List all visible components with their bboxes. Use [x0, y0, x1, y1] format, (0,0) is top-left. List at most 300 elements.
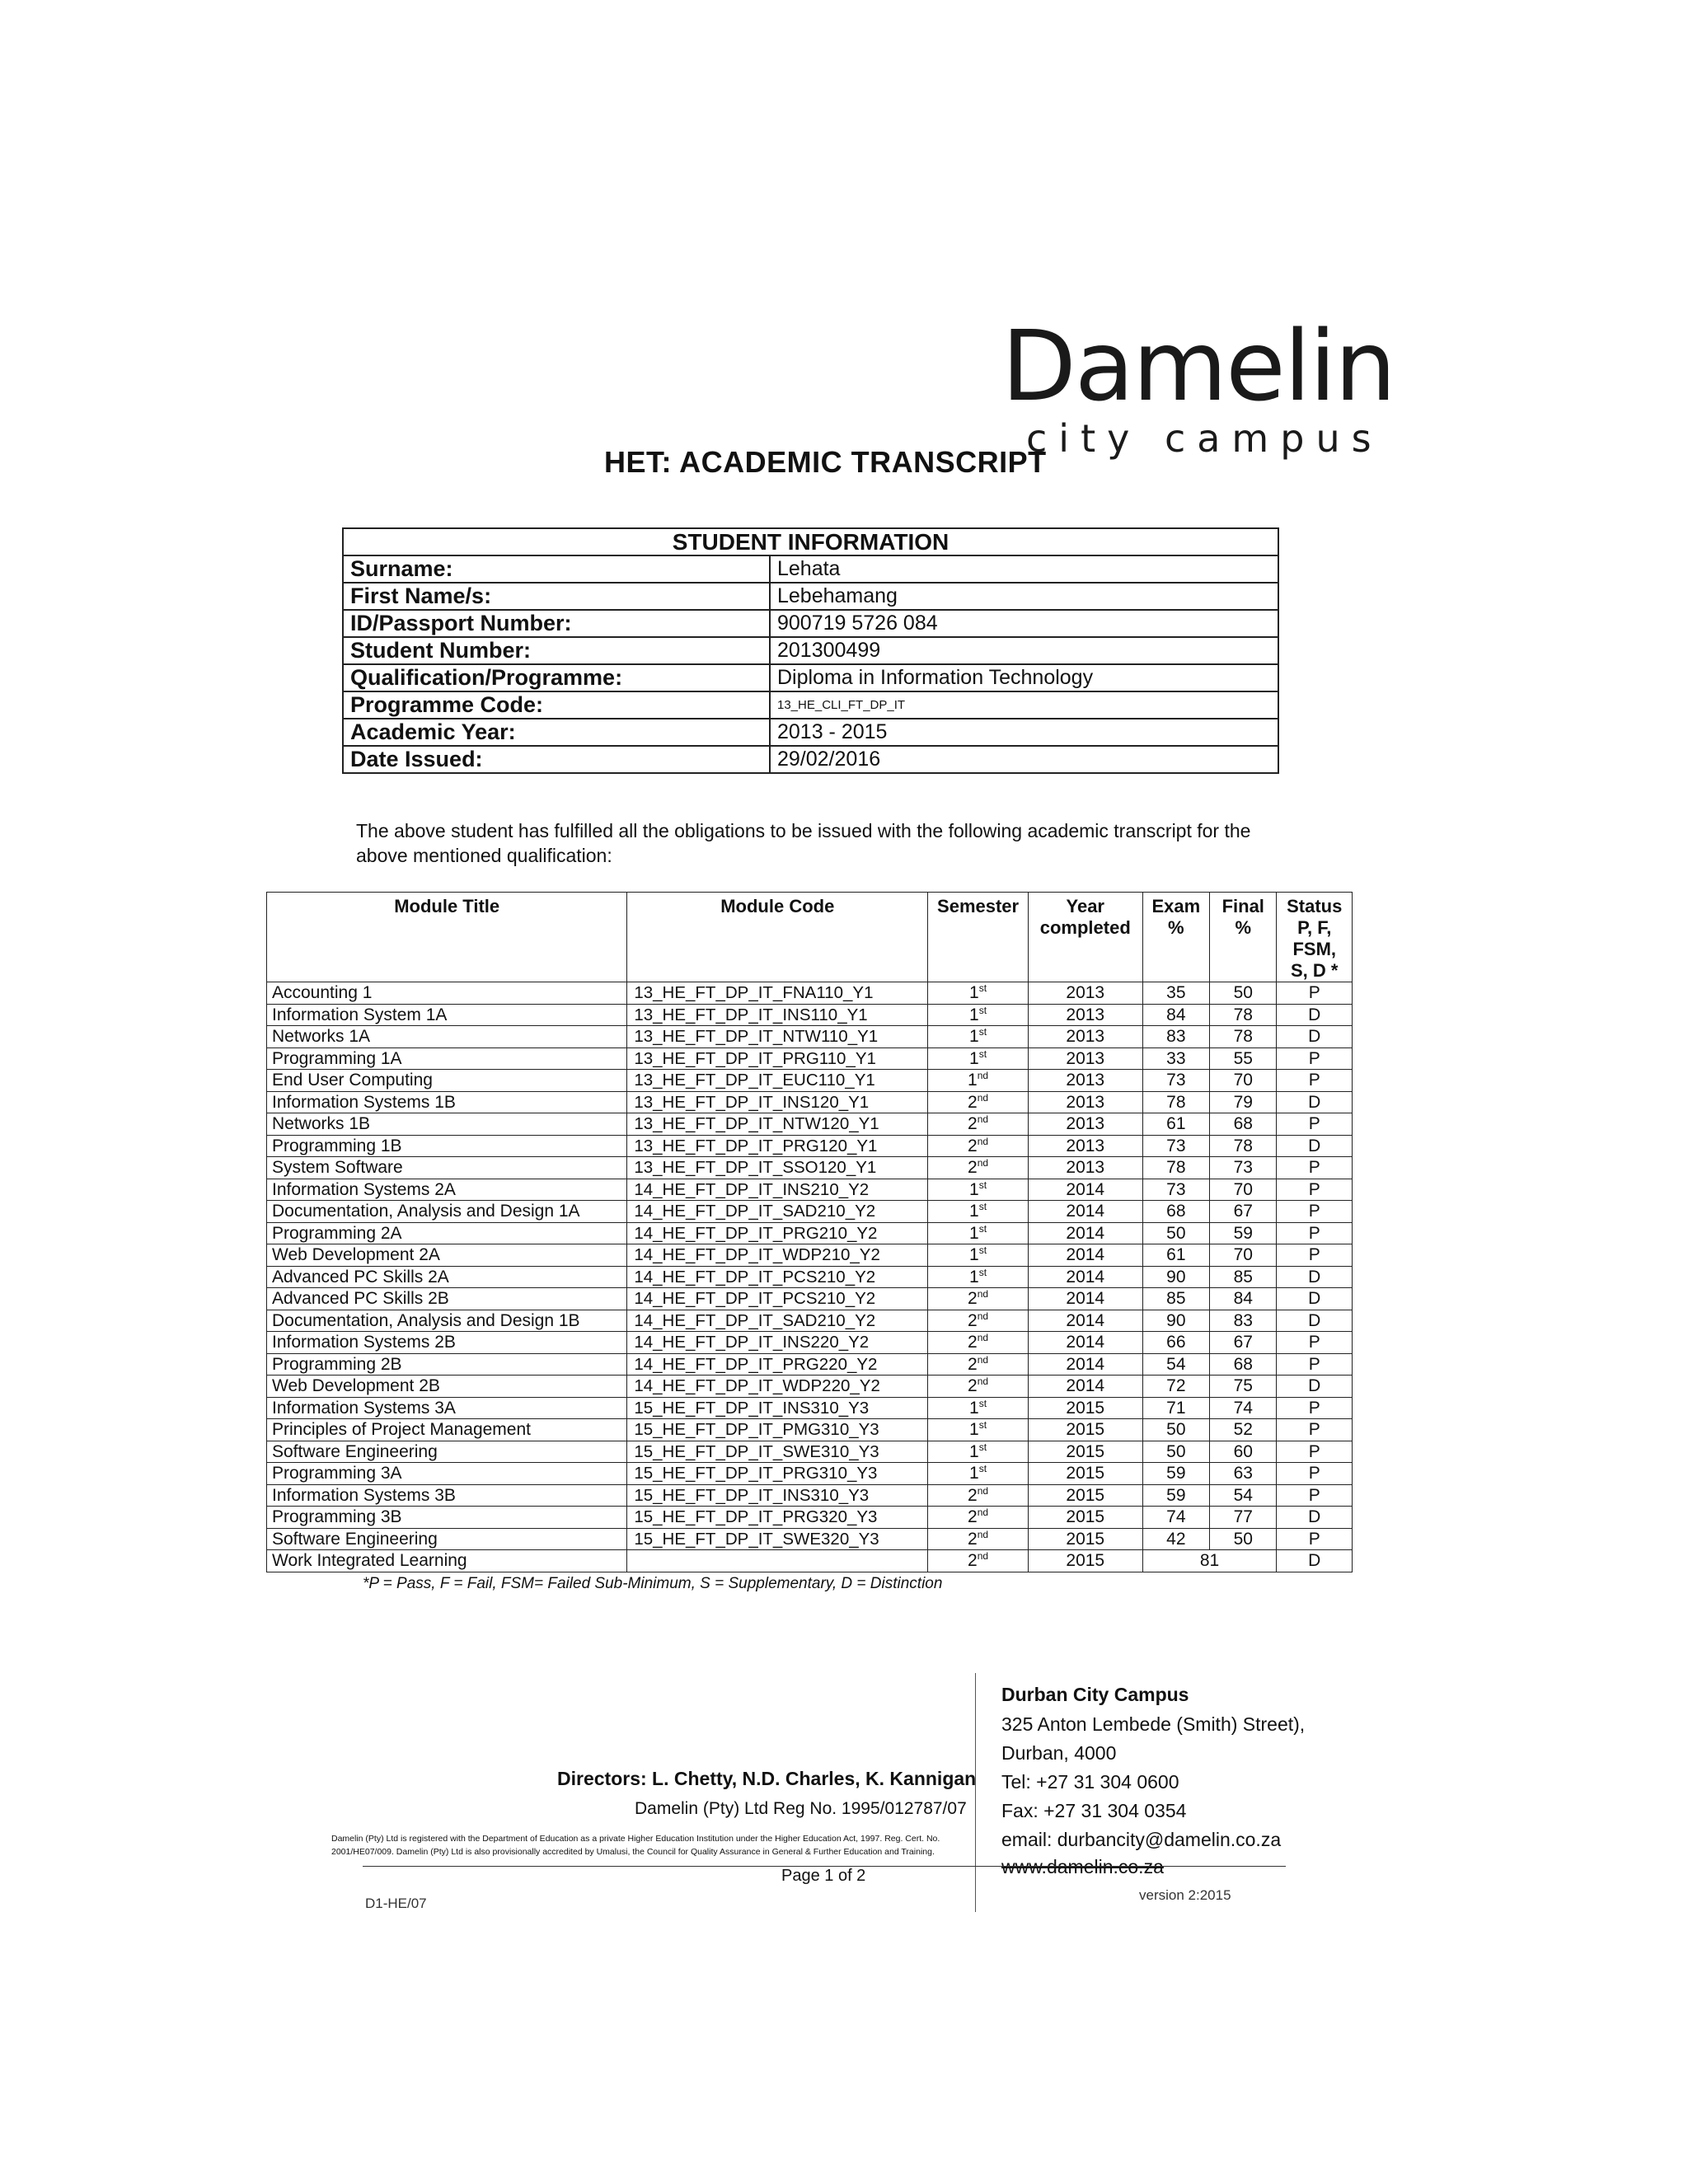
- student-info-table: [342, 527, 1279, 774]
- status-cell: P: [1277, 1463, 1353, 1485]
- year-cell: 2013: [1028, 1026, 1142, 1048]
- semester-number: 2: [968, 1289, 978, 1309]
- campus-address-line2: Durban, 4000: [1001, 1742, 1117, 1764]
- exam-mark-cell: 73: [1142, 1135, 1209, 1157]
- module-title-cell: Advanced PC Skills 2A: [267, 1266, 627, 1288]
- student-info-value: 900719 5726 084: [770, 610, 1278, 637]
- module-title-cell: Web Development 2A: [267, 1244, 627, 1267]
- status-cell: D: [1277, 1550, 1353, 1572]
- semester-ordinal-suffix: st: [978, 1463, 987, 1475]
- status-cell: P: [1277, 1528, 1353, 1550]
- exam-mark-cell: 33: [1142, 1047, 1209, 1070]
- semester-cell: [928, 1004, 1029, 1026]
- student-info-label: Academic Year:: [343, 719, 770, 746]
- status-cell: D: [1277, 1288, 1353, 1310]
- student-info-label: Date Issued:: [343, 746, 770, 773]
- module-code-cell: 15_HE_FT_DP_IT_PRG310_Y3: [627, 1463, 928, 1485]
- module-code-cell: 13_HE_FT_DP_IT_NTW110_Y1: [627, 1026, 928, 1048]
- year-cell: 2015: [1028, 1550, 1142, 1572]
- registration-number: Damelin (Pty) Ltd Reg No. 1995/012787/07: [635, 1799, 967, 1818]
- module-code-cell: 13_HE_FT_DP_IT_SSO120_Y1: [627, 1157, 928, 1179]
- exam-mark-cell: 85: [1142, 1288, 1209, 1310]
- semester-number: 1: [968, 1071, 978, 1090]
- brand-logo: [1001, 309, 1395, 461]
- year-cell: 2013: [1028, 1157, 1142, 1179]
- year-cell: 2015: [1028, 1397, 1142, 1419]
- year-cell: 2015: [1028, 1441, 1142, 1463]
- module-code-cell: 15_HE_FT_DP_IT_INS310_Y3: [627, 1397, 928, 1419]
- module-code-cell: 14_HE_FT_DP_IT_PRG220_Y2: [627, 1353, 928, 1376]
- obligation-statement: The above student has fulfilled all the obligations to be issued with the following academic transcript for the above mentioned qualification:: [356, 820, 1251, 866]
- semester-cell: [928, 1376, 1029, 1398]
- module-code-cell: 14_HE_FT_DP_IT_WDP220_Y2: [627, 1376, 928, 1398]
- exam-mark-cell: 59: [1142, 1463, 1209, 1485]
- status-cell: P: [1277, 1353, 1353, 1376]
- semester-number: 1: [969, 983, 979, 1003]
- semester-ordinal-suffix: nd: [977, 1091, 989, 1104]
- semester-cell: [928, 1113, 1029, 1136]
- module-title-cell: Information Systems 1B: [267, 1091, 627, 1113]
- year-cell: 2014: [1028, 1244, 1142, 1267]
- semester-number: 2: [968, 1136, 978, 1155]
- semester-cell: [928, 1550, 1029, 1572]
- final-mark-cell: 70: [1210, 1244, 1277, 1267]
- module-title-cell: Programming 3A: [267, 1463, 627, 1485]
- final-mark-cell: 50: [1210, 1528, 1277, 1550]
- header-final: Final %: [1210, 893, 1277, 982]
- final-mark-cell: 85: [1210, 1266, 1277, 1288]
- student-info-row: [343, 610, 1278, 637]
- semester-cell: [928, 1463, 1029, 1485]
- semester-number: 2: [968, 1507, 978, 1527]
- exam-mark-cell: 54: [1142, 1353, 1209, 1376]
- module-code-cell: 14_HE_FT_DP_IT_INS220_Y2: [627, 1332, 928, 1354]
- semester-ordinal-suffix: nd: [977, 1550, 989, 1563]
- table-row: [267, 1528, 1353, 1550]
- module-title-cell: Documentation, Analysis and Design 1A: [267, 1201, 627, 1223]
- module-code-cell: 14_HE_FT_DP_IT_PRG210_Y2: [627, 1222, 928, 1244]
- campus-email: email: durbancity@damelin.co.za: [1001, 1829, 1282, 1850]
- semester-cell: [928, 1528, 1029, 1550]
- semester-cell: [928, 1026, 1029, 1048]
- campus-fax: Fax: +27 31 304 0354: [1001, 1800, 1187, 1821]
- final-mark-cell: 78: [1210, 1004, 1277, 1026]
- year-cell: 2013: [1028, 1113, 1142, 1136]
- semester-ordinal-suffix: st: [978, 1266, 987, 1278]
- exam-mark-cell: 90: [1142, 1266, 1209, 1288]
- module-title-cell: Information Systems 2B: [267, 1332, 627, 1354]
- module-title-cell: Information Systems 3A: [267, 1397, 627, 1419]
- year-cell: 2014: [1028, 1222, 1142, 1244]
- semester-cell: [928, 1397, 1029, 1419]
- status-cell: D: [1277, 1026, 1353, 1048]
- status-cell: D: [1277, 1091, 1353, 1113]
- semester-cell: [928, 1201, 1029, 1223]
- year-cell: 2013: [1028, 1004, 1142, 1026]
- form-code: D1-HE/07: [365, 1896, 427, 1911]
- module-title-cell: Networks 1B: [267, 1113, 627, 1136]
- status-cell: P: [1277, 1244, 1353, 1267]
- semester-number: 1: [969, 1027, 979, 1047]
- student-info-label: Surname:: [343, 555, 770, 583]
- table-row: [267, 1026, 1353, 1048]
- module-title-cell: Principles of Project Management: [267, 1419, 627, 1441]
- semester-ordinal-suffix: st: [978, 1419, 987, 1432]
- module-title-cell: Web Development 2B: [267, 1376, 627, 1398]
- student-info-row: [343, 637, 1278, 664]
- module-title-cell: Software Engineering: [267, 1441, 627, 1463]
- semester-ordinal-suffix: nd: [977, 1507, 989, 1519]
- student-info-label: Programme Code:: [343, 691, 770, 719]
- status-cell: P: [1277, 1113, 1353, 1136]
- final-mark-cell: 73: [1210, 1157, 1277, 1179]
- final-mark-cell: 78: [1210, 1026, 1277, 1048]
- final-mark-cell: 68: [1210, 1113, 1277, 1136]
- table-row: [267, 1397, 1353, 1419]
- header-semester: Semester: [928, 893, 1029, 982]
- table-row: [267, 1113, 1353, 1136]
- semester-number: 2: [968, 1551, 978, 1571]
- campus-website: www.damelin.co.za: [1001, 1856, 1164, 1877]
- table-row: [267, 1222, 1353, 1244]
- table-row: [267, 1047, 1353, 1070]
- header-module-title: Module Title: [267, 893, 627, 982]
- module-results-table: [266, 892, 1353, 1572]
- student-info-value: 13_HE_CLI_FT_DP_IT: [770, 691, 1278, 719]
- module-code-cell: 13_HE_FT_DP_IT_INS110_Y1: [627, 1004, 928, 1026]
- version-label: version 2:2015: [1139, 1887, 1231, 1903]
- legal-notice: Damelin (Pty) Ltd is registered with the Department of Education as a private Higher Education Institution under the Higher Education Act, 1997. Reg. Cert. No. 2001/HE07/009. Damelin (Pty) Ltd is also provisionally accredited by Umalusi, the Council for Quality Assurance in General & Further Education and Training.: [331, 1834, 940, 1857]
- status-cell: D: [1277, 1004, 1353, 1026]
- student-info-row: [343, 691, 1278, 719]
- status-cell: D: [1277, 1266, 1353, 1288]
- directors-line: Directors: L. Chetty, N.D. Charles, K. Kannigan: [557, 1768, 977, 1789]
- year-cell: 2014: [1028, 1288, 1142, 1310]
- final-mark-cell: 63: [1210, 1463, 1277, 1485]
- semester-number: 1: [969, 1267, 979, 1286]
- status-legend: *P = Pass, F = Fail, FSM= Failed Sub-Minimum, S = Supplementary, D = Distinction: [363, 1575, 943, 1592]
- student-info-row: [343, 583, 1278, 610]
- status-cell: P: [1277, 1332, 1353, 1354]
- semester-ordinal-suffix: nd: [977, 1288, 989, 1301]
- semester-ordinal-suffix: st: [978, 982, 987, 995]
- student-info-label: Student Number:: [343, 637, 770, 664]
- semester-cell: [928, 1419, 1029, 1441]
- semester-ordinal-suffix: nd: [977, 1376, 989, 1388]
- semester-ordinal-suffix: nd: [977, 1332, 989, 1344]
- final-mark-cell: 70: [1210, 1070, 1277, 1092]
- status-cell: P: [1277, 1397, 1353, 1419]
- final-mark-cell: 75: [1210, 1376, 1277, 1398]
- header-exam: Exam %: [1142, 893, 1209, 982]
- table-row: [267, 1070, 1353, 1092]
- year-cell: 2015: [1028, 1528, 1142, 1550]
- table-row: [267, 1463, 1353, 1485]
- exam-mark-cell: 68: [1142, 1201, 1209, 1223]
- year-cell: 2013: [1028, 982, 1142, 1005]
- final-mark-cell: 50: [1210, 982, 1277, 1005]
- exam-mark-cell: 42: [1142, 1528, 1209, 1550]
- table-row: [267, 1550, 1353, 1572]
- semester-number: 2: [968, 1485, 978, 1505]
- document-title: HET: ACADEMIC TRANSCRIPT: [604, 445, 1047, 479]
- header-module-code: Module Code: [627, 893, 928, 982]
- module-title-cell: Work Integrated Learning: [267, 1550, 627, 1572]
- module-code-cell: 13_HE_FT_DP_IT_NTW120_Y1: [627, 1113, 928, 1136]
- exam-mark-cell: 72: [1142, 1376, 1209, 1398]
- exam-mark-cell: 73: [1142, 1179, 1209, 1201]
- module-title-cell: Programming 1A: [267, 1047, 627, 1070]
- table-row: [267, 1441, 1353, 1463]
- year-cell: 2014: [1028, 1201, 1142, 1223]
- semester-cell: [928, 1222, 1029, 1244]
- exam-mark-cell: 83: [1142, 1026, 1209, 1048]
- semester-cell: [928, 1135, 1029, 1157]
- brand-name: Damelin: [1001, 309, 1395, 423]
- module-code-cell: 13_HE_FT_DP_IT_FNA110_Y1: [627, 982, 928, 1005]
- table-row: [267, 982, 1353, 1005]
- table-row: [267, 1507, 1353, 1529]
- semester-cell: [928, 1310, 1029, 1332]
- exam-mark-cell: 84: [1142, 1004, 1209, 1026]
- semester-cell: [928, 1507, 1029, 1529]
- module-title-cell: End User Computing: [267, 1070, 627, 1092]
- final-mark-cell: 67: [1210, 1332, 1277, 1354]
- year-cell: 2014: [1028, 1376, 1142, 1398]
- status-cell: P: [1277, 982, 1353, 1005]
- student-info-label: ID/Passport Number:: [343, 610, 770, 637]
- semester-ordinal-suffix: nd: [977, 1528, 989, 1540]
- status-cell: P: [1277, 1047, 1353, 1070]
- module-code-cell: 14_HE_FT_DP_IT_SAD210_Y2: [627, 1310, 928, 1332]
- semester-ordinal-suffix: st: [978, 1179, 987, 1191]
- semester-cell: [928, 1484, 1029, 1507]
- semester-ordinal-suffix: nd: [977, 1157, 989, 1169]
- year-cell: 2014: [1028, 1179, 1142, 1201]
- exam-mark-cell: 74: [1142, 1507, 1209, 1529]
- exam-mark-cell: 78: [1142, 1157, 1209, 1179]
- module-code-cell: 15_HE_FT_DP_IT_INS310_Y3: [627, 1484, 928, 1507]
- student-info-value: 29/02/2016: [770, 746, 1278, 773]
- exam-mark-cell: 73: [1142, 1070, 1209, 1092]
- final-mark-cell: 54: [1210, 1484, 1277, 1507]
- status-cell: P: [1277, 1484, 1353, 1507]
- semester-cell: [928, 1288, 1029, 1310]
- status-cell: P: [1277, 1157, 1353, 1179]
- status-cell: D: [1277, 1376, 1353, 1398]
- module-code-cell: 13_HE_FT_DP_IT_PRG120_Y1: [627, 1135, 928, 1157]
- header-year-completed: Year completed: [1028, 893, 1142, 982]
- semester-number: 2: [968, 1354, 978, 1374]
- module-title-cell: Advanced PC Skills 2B: [267, 1288, 627, 1310]
- table-row: [267, 1310, 1353, 1332]
- semester-ordinal-suffix: nd: [977, 1113, 989, 1126]
- final-mark-cell: 60: [1210, 1441, 1277, 1463]
- table-row: [267, 1353, 1353, 1376]
- year-cell: 2015: [1028, 1484, 1142, 1507]
- table-row: [267, 1135, 1353, 1157]
- semester-ordinal-suffix: st: [978, 1026, 987, 1038]
- year-cell: 2014: [1028, 1310, 1142, 1332]
- brand-subtitle: city campus: [1026, 416, 1383, 461]
- semester-number: 1: [969, 1202, 979, 1221]
- module-table-header: [267, 893, 1353, 982]
- module-title-cell: Information Systems 3B: [267, 1484, 627, 1507]
- student-info-value: 2013 - 2015: [770, 719, 1278, 746]
- semester-number: 2: [968, 1092, 978, 1112]
- module-code-cell: 15_HE_FT_DP_IT_PMG310_Y3: [627, 1419, 928, 1441]
- semester-cell: [928, 1157, 1029, 1179]
- student-info-row: [343, 719, 1278, 746]
- student-info-value: Diploma in Information Technology: [770, 664, 1278, 691]
- exam-mark-cell: 90: [1142, 1310, 1209, 1332]
- module-title-cell: System Software: [267, 1157, 627, 1179]
- final-mark-cell: 78: [1210, 1135, 1277, 1157]
- semester-ordinal-suffix: nd: [977, 1353, 989, 1366]
- module-code-cell: 15_HE_FT_DP_IT_SWE310_Y3: [627, 1441, 928, 1463]
- semester-cell: [928, 1047, 1029, 1070]
- semester-ordinal-suffix: st: [978, 1441, 987, 1453]
- final-mark-cell: 59: [1210, 1222, 1277, 1244]
- final-mark-cell: 83: [1210, 1310, 1277, 1332]
- module-title-cell: Programming 1B: [267, 1135, 627, 1157]
- status-cell: P: [1277, 1222, 1353, 1244]
- table-row: [267, 1484, 1353, 1507]
- semester-number: 1: [969, 1223, 979, 1243]
- semester-cell: [928, 982, 1029, 1005]
- year-cell: 2014: [1028, 1353, 1142, 1376]
- table-row: [267, 1091, 1353, 1113]
- semester-ordinal-suffix: st: [978, 1004, 987, 1016]
- exam-mark-cell: 61: [1142, 1113, 1209, 1136]
- student-info-row: [343, 746, 1278, 773]
- module-code-cell: 13_HE_FT_DP_IT_EUC110_Y1: [627, 1070, 928, 1092]
- semester-ordinal-suffix: nd: [977, 1070, 989, 1082]
- exam-mark-cell: 78: [1142, 1091, 1209, 1113]
- semester-number: 2: [968, 1310, 978, 1330]
- module-title-cell: Networks 1A: [267, 1026, 627, 1048]
- status-cell: D: [1277, 1507, 1353, 1529]
- module-title-cell: Programming 3B: [267, 1507, 627, 1529]
- module-title-cell: Information System 1A: [267, 1004, 627, 1026]
- semester-number: 2: [968, 1333, 978, 1352]
- year-cell: 2013: [1028, 1047, 1142, 1070]
- student-info-value: 201300499: [770, 637, 1278, 664]
- semester-number: 1: [969, 1005, 979, 1024]
- table-row: [267, 1179, 1353, 1201]
- campus-address-line1: 325 Anton Lembede (Smith) Street),: [1001, 1713, 1306, 1735]
- module-code-cell: [627, 1550, 928, 1572]
- table-row: [267, 1266, 1353, 1288]
- final-mark-cell: 74: [1210, 1397, 1277, 1419]
- exam-mark-cell: 50: [1142, 1419, 1209, 1441]
- final-mark-cell: 52: [1210, 1419, 1277, 1441]
- final-mark-cell: 84: [1210, 1288, 1277, 1310]
- student-info-row: [343, 664, 1278, 691]
- student-info-value: Lehata: [770, 555, 1278, 583]
- table-row: [267, 1244, 1353, 1267]
- status-cell: D: [1277, 1135, 1353, 1157]
- module-code-cell: 14_HE_FT_DP_IT_WDP210_Y2: [627, 1244, 928, 1267]
- year-cell: 2013: [1028, 1135, 1142, 1157]
- semester-cell: [928, 1332, 1029, 1354]
- semester-ordinal-suffix: nd: [977, 1484, 989, 1497]
- semester-ordinal-suffix: nd: [977, 1310, 989, 1322]
- exam-mark-cell: 61: [1142, 1244, 1209, 1267]
- campus-name: Durban City Campus: [1001, 1684, 1189, 1705]
- module-code-cell: 13_HE_FT_DP_IT_PRG110_Y1: [627, 1047, 928, 1070]
- year-cell: 2015: [1028, 1507, 1142, 1529]
- final-mark-cell: 67: [1210, 1201, 1277, 1223]
- semester-number: 1: [969, 1441, 979, 1461]
- final-mark-cell: 68: [1210, 1353, 1277, 1376]
- exam-mark-cell: 35: [1142, 982, 1209, 1005]
- module-title-cell: Programming 2B: [267, 1353, 627, 1376]
- final-mark-cell: 70: [1210, 1179, 1277, 1201]
- year-cell: 2014: [1028, 1332, 1142, 1354]
- module-code-cell: 15_HE_FT_DP_IT_PRG320_Y3: [627, 1507, 928, 1529]
- module-title-cell: Software Engineering: [267, 1528, 627, 1550]
- semester-cell: [928, 1353, 1029, 1376]
- student-info-label: Qualification/Programme:: [343, 664, 770, 691]
- module-code-cell: 13_HE_FT_DP_IT_INS120_Y1: [627, 1091, 928, 1113]
- module-title-cell: Information Systems 2A: [267, 1179, 627, 1201]
- semester-number: 1: [969, 1464, 979, 1483]
- table-row: [267, 1419, 1353, 1441]
- module-title-cell: Documentation, Analysis and Design 1B: [267, 1310, 627, 1332]
- final-mark-cell: 81: [1142, 1550, 1277, 1572]
- semester-ordinal-suffix: nd: [977, 1135, 989, 1147]
- student-info-label: First Name/s:: [343, 583, 770, 610]
- year-cell: 2013: [1028, 1091, 1142, 1113]
- footer-divider: [975, 1673, 976, 1912]
- semester-ordinal-suffix: st: [978, 1047, 987, 1060]
- exam-mark-cell: 71: [1142, 1397, 1209, 1419]
- table-row: [267, 1376, 1353, 1398]
- year-cell: 2014: [1028, 1266, 1142, 1288]
- student-info-row: [343, 555, 1278, 583]
- module-code-cell: 14_HE_FT_DP_IT_PCS210_Y2: [627, 1266, 928, 1288]
- table-row: [267, 1201, 1353, 1223]
- table-row: [267, 1332, 1353, 1354]
- page-number: Page 1 of 2: [781, 1867, 866, 1885]
- exam-mark-cell: 50: [1142, 1222, 1209, 1244]
- table-row: [267, 1157, 1353, 1179]
- status-cell: P: [1277, 1070, 1353, 1092]
- semester-number: 1: [969, 1398, 979, 1418]
- exam-mark-cell: 66: [1142, 1332, 1209, 1354]
- status-cell: P: [1277, 1419, 1353, 1441]
- status-cell: P: [1277, 1441, 1353, 1463]
- semester-number: 2: [968, 1529, 978, 1549]
- module-code-cell: 14_HE_FT_DP_IT_INS210_Y2: [627, 1179, 928, 1201]
- semester-cell: [928, 1070, 1029, 1092]
- header-status: Status P, F, FSM, S, D *: [1277, 893, 1353, 982]
- semester-ordinal-suffix: st: [978, 1222, 987, 1235]
- semester-number: 1: [969, 1179, 979, 1199]
- year-cell: 2015: [1028, 1463, 1142, 1485]
- year-cell: 2013: [1028, 1070, 1142, 1092]
- student-info-heading: STUDENT INFORMATION: [343, 528, 1278, 555]
- final-mark-cell: 77: [1210, 1507, 1277, 1529]
- module-code-cell: 14_HE_FT_DP_IT_SAD210_Y2: [627, 1201, 928, 1223]
- semester-cell: [928, 1266, 1029, 1288]
- table-row: [267, 1288, 1353, 1310]
- semester-number: 1: [969, 1048, 979, 1068]
- semester-number: 2: [968, 1158, 978, 1178]
- module-code-cell: 14_HE_FT_DP_IT_PCS210_Y2: [627, 1288, 928, 1310]
- final-mark-cell: 55: [1210, 1047, 1277, 1070]
